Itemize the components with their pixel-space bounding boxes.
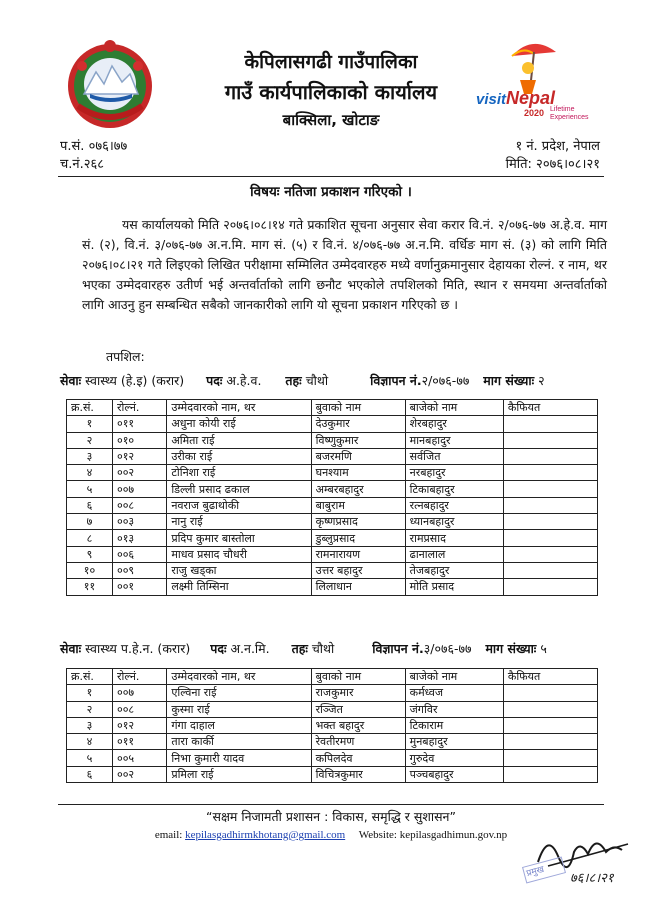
- table-cell: मानबहादुर: [405, 432, 503, 448]
- table-row: [67, 497, 598, 513]
- table-cell: लक्ष्मी तिम्सिना: [167, 579, 311, 595]
- table-cell: बाबुराम: [311, 497, 405, 513]
- visit-nepal-logo: [472, 34, 592, 124]
- email-label: email:: [154, 829, 183, 841]
- column-header: बुवाको नाम: [311, 669, 405, 685]
- table-cell: टिकाबहादुर: [405, 481, 503, 497]
- seva-label: सेवाः: [60, 373, 82, 388]
- signature: [518, 822, 646, 894]
- province: १ नं. प्रदेश, नेपाल: [515, 139, 600, 154]
- seva-value: स्वास्थ्य प.हे.न. (करार): [85, 641, 191, 656]
- table-cell: डुब्लुप्रसाद: [311, 530, 405, 546]
- table-cell: शेरबहादुर: [405, 416, 503, 432]
- table-cell: विष्णुकुमार: [311, 432, 405, 448]
- table-cell: अमिता राई: [167, 432, 311, 448]
- table-cell: ०१२: [112, 448, 166, 464]
- letter-date: मिति: २०७६।०८।२१: [505, 157, 600, 172]
- table-cell: मोति प्रसाद: [405, 579, 503, 595]
- table-cell: २: [67, 701, 113, 717]
- table-cell: [503, 497, 597, 513]
- table-cell: गुरुदेव: [405, 750, 503, 766]
- maag-label: माग संख्याः: [485, 641, 537, 656]
- table-cell: [503, 465, 597, 481]
- table-cell: [503, 481, 597, 497]
- table-cell: टिकाराम: [405, 717, 503, 733]
- table-header-row: [67, 400, 598, 416]
- table-cell: नानु राई: [167, 514, 311, 530]
- table-cell: देउकुमार: [311, 416, 405, 432]
- table-cell: जंगविर: [405, 701, 503, 717]
- table-cell: [503, 432, 597, 448]
- table-cell: ५: [67, 750, 113, 766]
- table-row: [67, 579, 598, 595]
- table-cell: एल्विना राई: [167, 685, 311, 701]
- table-cell: [503, 579, 597, 595]
- table-cell: डिल्ली प्रसाद ढकाल: [167, 481, 311, 497]
- table-row: [67, 701, 598, 717]
- pad-label: पदः: [206, 373, 223, 388]
- table-cell: ००२: [112, 766, 166, 782]
- stamp-text: प्रमुख: [525, 864, 546, 880]
- column-header: रोल्नं.: [112, 669, 166, 685]
- table-row: [67, 685, 598, 701]
- column-header: उम्मेदवारको नाम, थर: [167, 400, 311, 416]
- office-address: बाक्सिला, खोटाङ: [282, 111, 380, 129]
- table-row: [67, 416, 598, 432]
- table-cell: १०: [67, 562, 113, 578]
- signature-date: ७६।८।२१: [570, 871, 614, 886]
- table-cell: प्रदिप कुमार बास्तोला: [167, 530, 311, 546]
- table-cell: ००६: [112, 546, 166, 562]
- table-cell: पञ्चबहादुर: [405, 766, 503, 782]
- chalani-number: च.नं.२६८: [60, 157, 105, 172]
- table-cell: ढानालाल: [405, 546, 503, 562]
- pad-label: पदः: [210, 641, 227, 656]
- column-header: रोल्नं.: [112, 400, 166, 416]
- website-link[interactable]: kepilasgadhimun.gov.np: [399, 829, 508, 841]
- table-cell: ०१२: [112, 717, 166, 733]
- table-cell: कृष्णप्रसाद: [311, 514, 405, 530]
- visit-word: visit: [476, 91, 507, 108]
- tapasil-label: तपशिल:: [106, 349, 145, 364]
- section1-header: [60, 372, 545, 389]
- table-cell: अम्बरबहादुर: [311, 481, 405, 497]
- seva-label: सेवाः: [60, 641, 82, 656]
- table-cell: टोनिशा राई: [167, 465, 311, 481]
- office-name: गाउँ कार्यपालिकाको कार्यालय: [224, 80, 438, 104]
- table-cell: ११: [67, 579, 113, 595]
- table-row: [67, 750, 598, 766]
- table-cell: ४: [67, 465, 113, 481]
- table-row: [67, 530, 598, 546]
- table-cell: गंगा दाहाल: [167, 717, 311, 733]
- table-cell: अधुना कोयी राई: [167, 416, 311, 432]
- subject-line: विषयः नतिजा प्रकाशन गरिएको ।: [250, 184, 412, 200]
- table-cell: ००५: [112, 750, 166, 766]
- table-cell: प्रमिला राई: [167, 766, 311, 782]
- column-header: बुवाको नाम: [311, 400, 405, 416]
- table-cell: ८: [67, 530, 113, 546]
- table-cell: १: [67, 685, 113, 701]
- column-header: बाजेको नाम: [405, 669, 503, 685]
- maag-value: ५: [540, 641, 547, 656]
- column-header: कैफियत: [503, 400, 597, 416]
- table-cell: ५: [67, 481, 113, 497]
- table-cell: ००८: [112, 497, 166, 513]
- taha-value: चौथो: [305, 373, 329, 388]
- candidates-table-1: [66, 399, 598, 596]
- table-row: [67, 766, 598, 782]
- table-cell: लिलाधान: [311, 579, 405, 595]
- table-row: [67, 717, 598, 733]
- table-cell: नरबहादुर: [405, 465, 503, 481]
- column-header: क्र.सं.: [67, 669, 113, 685]
- footer-divider: [58, 804, 604, 805]
- table-cell: [503, 766, 597, 782]
- table-cell: [503, 734, 597, 750]
- table-cell: तारा कार्की: [167, 734, 311, 750]
- table-cell: ६: [67, 497, 113, 513]
- section2-header: [60, 640, 547, 657]
- table-cell: [503, 514, 597, 530]
- table-cell: ध्यानबहादुर: [405, 514, 503, 530]
- table-cell: सर्वजित: [405, 448, 503, 464]
- table-cell: बजरमणि: [311, 448, 405, 464]
- column-header: उम्मेदवारको नाम, थर: [167, 669, 311, 685]
- table-cell: रञ्जित: [311, 701, 405, 717]
- visit-nepal-tagline-1: Lifetime: [550, 106, 575, 113]
- vigyapan-label: विज्ञापन नं.: [372, 641, 424, 656]
- table-cell: २: [67, 432, 113, 448]
- table-cell: कपिलदेव: [311, 750, 405, 766]
- table-cell: ००३: [112, 514, 166, 530]
- table-row: [67, 546, 598, 562]
- notice-body: यस कार्यालयको मिति २०७६।०८।१४ गते प्रकाशित सूचना अनुसार सेवा करार वि.नं. २/०७६-७७ अ.हे.व. माग सं. (२), वि.नं. ३/०७६-७७ अ.न.मि. माग सं. (५) र वि.नं. ४/०७६-७७ अ.न.मि. वर्धिङ माग सं. (३) को लागि मिति २०७६।०८।२१ गते लिइएको लिखित परीक्षामा सम्मिलित उम्मेदवारहरु मध्ये वर्णानुक्रमानुसार देहायका रोल्नं. र नाम, थर भएका उम्मेदवारहरु उतीर्ण भई अन्तर्वार्ताको लागि छनौट भएकोले तपशिलको मिति, स्थान र समयमा अन्तर्वार्ताको लागि आउनु हुन सम्बन्धित सबैको जानकारीको लागि यो सूचना प्रकाशन गरिएको छ ।: [82, 217, 607, 312]
- column-header: बाजेको नाम: [405, 400, 503, 416]
- table-row: [67, 514, 598, 530]
- pad-value: अ.न.मि.: [230, 641, 270, 656]
- taha-value: चौथो: [311, 641, 335, 656]
- table-cell: ०१३: [112, 530, 166, 546]
- table-cell: तेजबहादुर: [405, 562, 503, 578]
- table-cell: ००७: [112, 685, 166, 701]
- table-cell: [503, 546, 597, 562]
- email-link[interactable]: kepilasgadhirmkhotang@gmail.com: [185, 829, 346, 841]
- municipality-name: केपिलासगढी गाउँपालिका: [244, 51, 418, 73]
- maag-label: माग संख्याः: [483, 373, 535, 388]
- vigyapan-value: ३/०७६-७७: [423, 641, 472, 656]
- nepal-word: Nepal: [506, 88, 556, 108]
- table-cell: ४: [67, 734, 113, 750]
- table-cell: ००१: [112, 579, 166, 595]
- table-row: [67, 562, 598, 578]
- table-cell: राजकुमार: [311, 685, 405, 701]
- maag-value: २: [538, 373, 545, 388]
- table-cell: [503, 717, 597, 733]
- table-cell: [503, 701, 597, 717]
- pad-value: अ.हे.व.: [226, 373, 262, 388]
- table-cell: ००७: [112, 481, 166, 497]
- table-cell: विचित्रकुमार: [311, 766, 405, 782]
- table-cell: ००९: [112, 562, 166, 578]
- table-cell: मुनबहादुर: [405, 734, 503, 750]
- table-cell: घनश्याम: [311, 465, 405, 481]
- table-row: [67, 432, 598, 448]
- table-cell: [503, 448, 597, 464]
- table-cell: ७: [67, 514, 113, 530]
- table-cell: ०११: [112, 416, 166, 432]
- table-row: [67, 465, 598, 481]
- website-label: Website:: [358, 829, 397, 841]
- vigyapan-value: २/०७६-७७: [421, 373, 470, 388]
- column-header: कैफियत: [503, 669, 597, 685]
- taha-label: तहः: [285, 373, 302, 388]
- footer-motto: “सक्षम निजामती प्रशासन : विकास, समृद्धि र सुशासन”: [206, 809, 456, 824]
- table-cell: ००८: [112, 701, 166, 717]
- column-header: क्र.सं.: [67, 400, 113, 416]
- table-row: [67, 481, 598, 497]
- header-divider: [58, 176, 604, 177]
- visit-nepal-tagline-2: Experiences: [550, 114, 589, 121]
- seva-value: स्वास्थ्य (हे.इ) (करार): [85, 373, 185, 388]
- table-cell: ३: [67, 717, 113, 733]
- table-cell: ०१०: [112, 432, 166, 448]
- table-cell: नवराज बुढाथोकी: [167, 497, 311, 513]
- table-cell: ६: [67, 766, 113, 782]
- table-cell: [503, 416, 597, 432]
- table-cell: निभा कुमारी यादव: [167, 750, 311, 766]
- table-row: [67, 448, 598, 464]
- table-row: [67, 734, 598, 750]
- table-cell: [503, 750, 597, 766]
- visit-nepal-year: 2020: [524, 108, 545, 118]
- candidates-table-2: [66, 668, 598, 783]
- table-cell: भक्त बहादुर: [311, 717, 405, 733]
- table-cell: ३: [67, 448, 113, 464]
- table-cell: [503, 562, 597, 578]
- table-cell: राजु खड्का: [167, 562, 311, 578]
- table-cell: ९: [67, 546, 113, 562]
- table-cell: रामनारायण: [311, 546, 405, 562]
- table-cell: [503, 530, 597, 546]
- taha-label: तहः: [291, 641, 308, 656]
- table-cell: रत्नबहादुर: [405, 497, 503, 513]
- table-cell: ०११: [112, 734, 166, 750]
- patra-sankhya: प.सं. ०७६।७७: [60, 139, 128, 154]
- table-cell: कर्मध्वज: [405, 685, 503, 701]
- table-cell: रेवतीरमण: [311, 734, 405, 750]
- vigyapan-label: विज्ञापन नं.: [370, 373, 422, 388]
- table-header-row: [67, 669, 598, 685]
- table-cell: १: [67, 416, 113, 432]
- table-cell: [503, 685, 597, 701]
- table-cell: माधव प्रसाद चौधरी: [167, 546, 311, 562]
- table-cell: उत्तर बहादुर: [311, 562, 405, 578]
- table-cell: ००२: [112, 465, 166, 481]
- table-cell: उरीका राई: [167, 448, 311, 464]
- table-cell: रामप्रसाद: [405, 530, 503, 546]
- table-cell: कुस्मा राई: [167, 701, 311, 717]
